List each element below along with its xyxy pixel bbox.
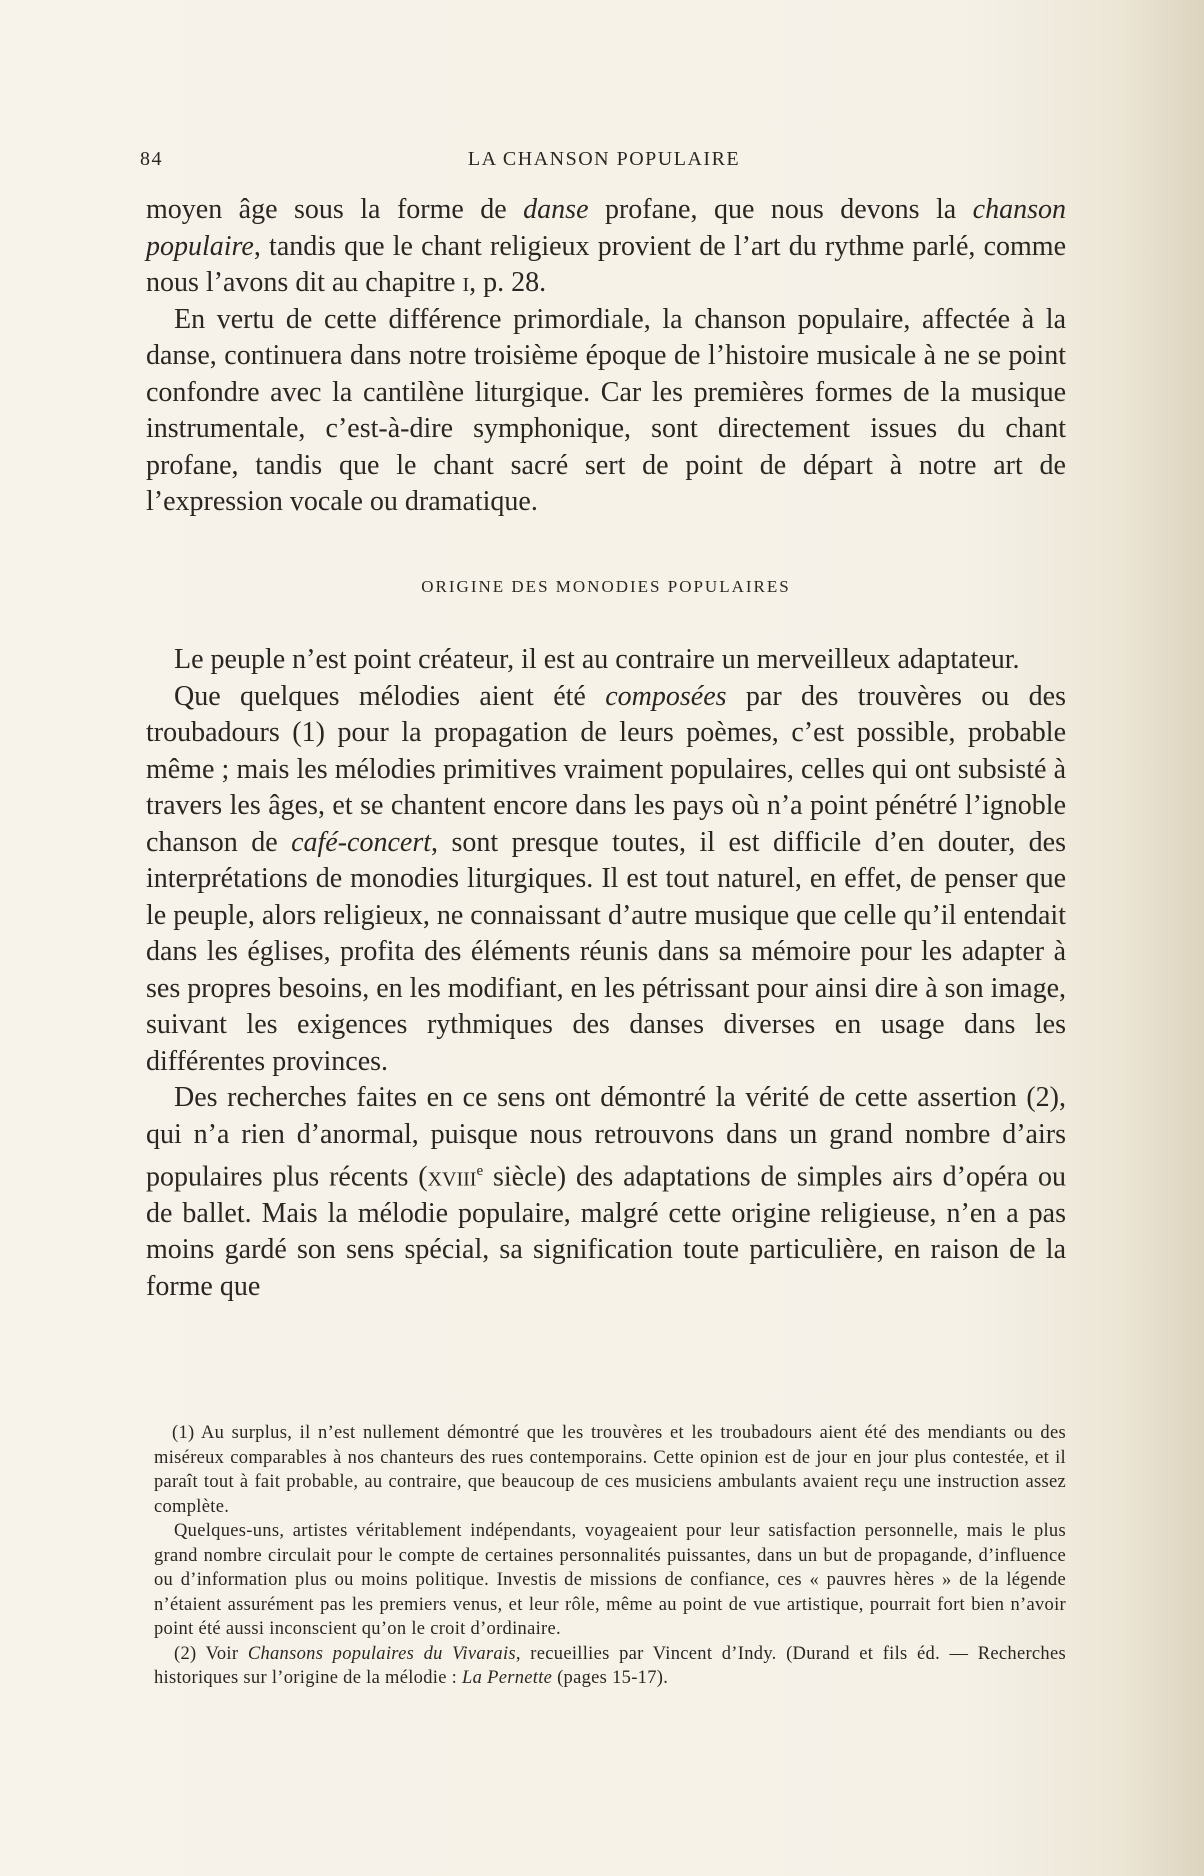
page-header: [140, 148, 1068, 176]
italic-book-title: Chansons populaires du Vivarais: [247, 1643, 516, 1664]
paragraph: [146, 679, 1066, 1081]
text-run: profane, que nous devons la: [588, 194, 973, 225]
footnote-2: [154, 1642, 1066, 1691]
italic-term-cafe-concert: café-concert: [291, 826, 432, 858]
text-run: siècle) des adaptations de simples airs d’opéra ou de ballet. Mais la mélodie populaire, malgré cette origine religieuse, n’en a pas moins gardé son sens spécial, sa signification toute particulière, en raison de la forme que: [146, 1161, 1067, 1302]
paragraph: [146, 1080, 1066, 1305]
page-number: 84: [140, 148, 163, 170]
paragraph: Le peuple n’est point créateur, il est au contraire un merveilleux adaptateur.: [174, 644, 1020, 675]
footnote-1: (1) Au surplus, il n’est nullement démontré que les trouvères et les troubadours aient été des mendiants ou des miséreux comparables à nos chanteurs des rues contemporains. Cette opinion est de jour en jour plus contestée, et il paraît tout à fait probable, au contraire, que beaucoup de ces musiciens ambulants avaient reçu une instruction assez complète.: [154, 1423, 1066, 1517]
section-heading: ORIGINE DES MONODIES POPULAIRES: [421, 577, 791, 596]
chapter-numeral: i: [462, 267, 470, 298]
text-run: , recueillies par Vincent d’Indy. (Durand et fils éd. — Recherches historiques sur l’origine de la mélodie :: [154, 1643, 1066, 1688]
text-run: Des recherches faites en ce sens ont démontré la vérité de cette assertion (2), qui n’a rien d’anormal, puisque nous retrouvons dans un grand nombre d’airs populaires plus récents (: [146, 1082, 1066, 1193]
italic-term-chanson-populaire: chanson populaire: [146, 194, 1066, 262]
text-run: , tandis que le chant religieux provient de l’art du rythme parlé, comme nous l’avons dit au chapitre: [146, 230, 1066, 298]
text-run: , sont presque toutes, il est difficile d’en douter, des interprétations de monodies liturgiques. Il est tout naturel, en effet, de penser que le peuple, alors religieux, ne connaissant d’autre musique que celle qu’il entendait dans les églises, profita des éléments réunis dans sa mémoire pour les adapter à ses propres besoins, en les modifiant, en les pétrissant pour ainsi dire à son image, suivant les exigences rythmiques des danses diverses en usage dans les différentes provinces.: [146, 826, 1066, 1077]
text-run: , p. 28.: [469, 267, 547, 298]
paragraph-continued: [146, 192, 1066, 302]
text-run: Que quelques mélodies aient été: [174, 680, 606, 712]
century-numeral: xviii: [427, 1161, 477, 1193]
italic-term-composees: composées: [605, 680, 727, 712]
top-text-block: [146, 192, 1066, 521]
century-superscript: e: [476, 1163, 484, 1179]
footnotes: [154, 1421, 1066, 1691]
text-run: par des trouvères ou des troubadours (1) pour la propagation de leurs poèmes, c’est possible, probable même ; mais les mélodies primitives vraiment populaires, celles qui ont subsisté à travers les âges, et se chantent encore dans les pays où n’a point pénétré l’ignoble chanson de: [146, 680, 1066, 858]
italic-term-danse: danse: [523, 194, 589, 225]
italic-la-pernette: La Pernette: [462, 1668, 553, 1688]
running-title: LA CHANSON POPULAIRE: [467, 148, 741, 170]
text-run: (pages 15-17).: [552, 1668, 669, 1688]
footnote-1-continued: Quelques-uns, artistes véritablement indépendants, voyageaient pour leur satisfaction personnelle, mais le plus grand nombre circulait pour le compte de certaines personnalités puissantes, dans un but de propagande, d’influence ou d’information plus ou moins politique. Investis de missions de confiance, ces « pauvres hères » de la légende n’étaient assurément pas les premiers venus, et leur rôle, même au point de vue artistique, pourrait fort bien n’avoir point été aussi inconscient qu’on le croit d’ordinaire.: [154, 1521, 1066, 1639]
paragraph: En vertu de cette différence primordiale, la chanson populaire, affectée à la danse, continuera dans notre troisième époque de l’histoire musicale à ne se point confondre avec la cantilène liturgique. Car les premières formes de la musique instrumentale, c’est-à-dire symphonique, sont directement issues du chant profane, tandis que le chant sacré sert de point de départ à notre art de l’expression vocale ou dramatique.: [146, 303, 1066, 517]
text-run: (2) Voir: [174, 1643, 248, 1664]
main-text-block: [146, 642, 1066, 1305]
text-run: moyen âge sous la forme de: [146, 194, 524, 225]
